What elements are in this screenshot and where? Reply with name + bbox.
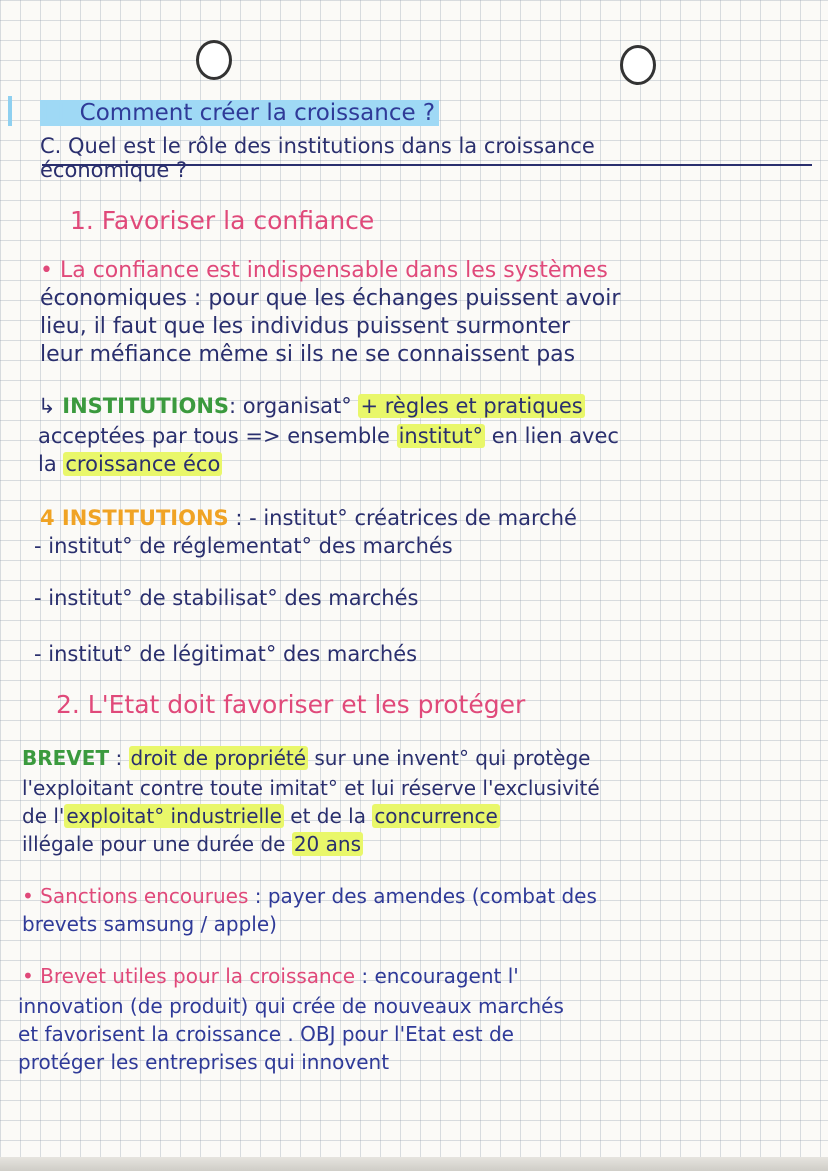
util-line-1 xyxy=(22,964,519,988)
title-line xyxy=(40,100,439,126)
definition-term: INSTITUTIONS xyxy=(62,394,230,418)
brevet-line3-c: et de la xyxy=(283,804,373,828)
p1-line-2: économiques : pour que les échanges puissent avoir xyxy=(40,286,621,311)
brevet-colon: : xyxy=(109,746,129,770)
four-institutions-label: 4 INSTITUTIONS xyxy=(40,506,229,530)
brevet-line3-a: de l' xyxy=(22,804,65,828)
definition-line-3 xyxy=(38,452,222,476)
definition-line2-c: en lien avec xyxy=(485,424,619,448)
institution-list-item-1: - institut° de réglementat° des marchés xyxy=(34,534,453,558)
definition-highlight-2: institut° xyxy=(398,424,484,448)
definition-part-a: : organisat° xyxy=(229,394,359,418)
binder-hole-right xyxy=(620,45,656,85)
brevet-line-2: l'exploitant contre toute imitat° et lui réserve l'exclusivité xyxy=(22,776,600,800)
section2-heading: 2. L'Etat doit favoriser et les protéger xyxy=(56,690,526,719)
question-line-2: économique ? xyxy=(40,158,188,182)
page-bottom-edge xyxy=(0,1157,828,1171)
four-institutions-first: : - institut° créatrices de marché xyxy=(228,506,577,530)
brevet-highlight-4: 20 ans xyxy=(293,832,361,856)
brevet-line4-a: illégale pour une durée de xyxy=(22,832,292,856)
arrow-icon: ↳ xyxy=(38,394,56,418)
brevet-line-1 xyxy=(22,746,590,770)
brevet-highlight-3: concurrence xyxy=(374,804,498,828)
institution-list-item-3: - institut° de légitimat° des marchés xyxy=(34,642,418,666)
definition-line-2 xyxy=(38,424,619,448)
brevet-line-3 xyxy=(22,804,500,828)
sanctions-line-1 xyxy=(22,884,597,908)
brevet-line-4 xyxy=(22,832,363,856)
sanctions-line-2: brevets samsung / apple) xyxy=(22,912,277,936)
p1-line-3: lieu, il faut que les individus puissent surmonter xyxy=(40,314,571,339)
brevet-highlight-1: droit de propriété xyxy=(130,746,307,770)
brevet-highlight-2: exploitat° industrielle xyxy=(66,804,282,828)
title-text: Comment créer la croissance ? xyxy=(76,100,439,126)
brevet-rest-1: sur une invent° qui protège xyxy=(308,746,591,770)
question-line-1: C. Quel est le rôle des institutions dans la croissance xyxy=(40,134,595,158)
institution-list-item-2: - institut° de stabilisat° des marchés xyxy=(34,586,419,610)
brevet-util-label: • Brevet utiles pour la croissance xyxy=(22,964,356,988)
four-institutions-line xyxy=(40,506,577,530)
definition-highlight-3: croissance éco xyxy=(65,452,221,476)
section1-heading: 1. Favoriser la confiance xyxy=(70,206,375,235)
roman-numeral: III. xyxy=(40,100,76,126)
definition-highlight-1: + règles et pratiques xyxy=(360,394,583,418)
util-line-4: protéger les entreprises qui innovent xyxy=(18,1050,390,1074)
definition-line3-a: la xyxy=(38,452,64,476)
definition-line2-a: acceptées par tous => ensemble xyxy=(38,424,397,448)
definition-line-1 xyxy=(38,394,585,418)
brevet-util-rest: : encouragent l' xyxy=(355,964,519,988)
margin-highlight xyxy=(8,96,12,126)
sanctions-rest: : payer des amendes (combat des xyxy=(248,884,597,908)
binder-hole-left xyxy=(196,40,232,80)
p1-line-4: leur méfiance même si ils ne se connaissent pas xyxy=(40,342,576,367)
util-line-3: et favorisent la croissance . OBJ pour l'Etat est de xyxy=(18,1022,514,1046)
util-line-2: innovation (de produit) qui crée de nouveaux marchés xyxy=(18,994,564,1018)
brevet-label: BREVET xyxy=(22,746,110,770)
sanctions-label: • Sanctions encourues xyxy=(22,884,249,908)
p1-line-1: • La confiance est indispensable dans les systèmes xyxy=(40,258,608,283)
